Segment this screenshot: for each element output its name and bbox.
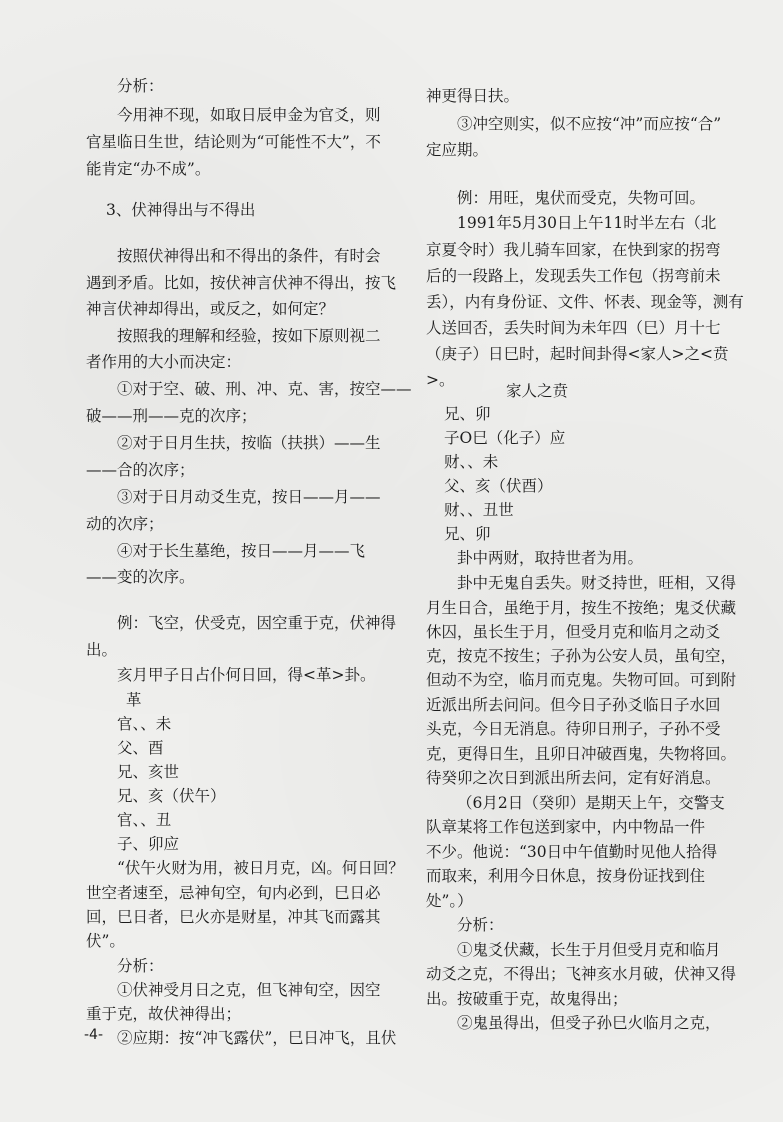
text-line: 能肯定“办不成”。 [86, 160, 211, 178]
text-line: 人送回否，丢失时间为未年四（巳）月十七 [426, 319, 721, 337]
text-line: ③对于日月动爻生克，按日——月—— [117, 488, 381, 506]
text-line: 丢），内有身份证、文件、怀表、现金等，测有 [426, 293, 744, 311]
text-line: 月生日合，虽绝于月，按生不按绝；鬼爻伏藏 [426, 599, 737, 617]
text-line: ②应期：按“冲飞露伏”，巳日冲飞，且伏 [117, 1029, 397, 1047]
text-line: ——合的次序； [86, 461, 195, 479]
text-line: 伏”。 [86, 932, 125, 950]
text-line: 后的一段路上，发现丢失工作包（拐弯前未 [426, 267, 721, 285]
page-number: -4- [84, 1027, 104, 1043]
text-line: 回，巳日者，巳火亦是财星，冲其飞而露其 [86, 908, 381, 926]
hexagram-title: 革 [126, 691, 142, 709]
text-line: 出。 [86, 641, 118, 659]
text-line: 但动不为空，临月而克鬼。失物可回。可到附 [426, 671, 737, 689]
section-heading: 3、伏神得出与不得出 [106, 201, 256, 219]
hexagram-line: 兄、卯 [444, 525, 491, 543]
text-line: 神言伏神却得出，或反之，如何定？ [86, 300, 335, 318]
hexagram-line: 子O巳（化子）应 [444, 429, 566, 447]
hexagram-line: 父、酉 [117, 739, 164, 757]
text-line: （庚子）日巳时，起时间卦得<家人>之<贲 [426, 345, 729, 363]
text-line: 分析： [117, 957, 164, 975]
hexagram-line: 兄、亥世 [117, 763, 180, 781]
text-line: ①对于空、破、刑、冲、克、害，按空—— [117, 380, 412, 398]
text-line: 重于克，故伏神得出； [86, 1005, 242, 1023]
text-line: 卦中无鬼自丢失。财爻持世，旺相，又得 [457, 574, 737, 592]
text-line: 分析： [457, 916, 504, 934]
text-line: 遇到矛盾。比如，按伏神言伏神不得出，按飞 [86, 274, 397, 292]
text-line: ①鬼爻伏藏，长生于月但受月克和临月 [457, 941, 721, 959]
hexagram-title: 家人之贲 [506, 382, 569, 400]
text-line: 亥月甲子日占仆何日回，得<革>卦。 [117, 666, 376, 684]
example-heading: 例：用旺，鬼伏而受克，失物可回。 [457, 189, 706, 207]
text-line: 休囚，虽长生于月，但受月克和临月之动爻 [426, 623, 721, 641]
text-line: 定应期。 [426, 141, 489, 159]
hexagram-line: 子、卯应 [117, 835, 180, 853]
text-line: 神更得日扶。 [426, 87, 520, 105]
text-line: 不少。他说：“30日中午值勤时见他人拾得 [426, 843, 718, 861]
text-line: 动的次序； [86, 515, 164, 533]
text-line: 世空者速至，忌神旬空，旬内必到，巳日必 [86, 884, 381, 902]
text-line: 待癸卯之次日到派出所去问，定有好消息。 [426, 769, 721, 787]
text-line: ②鬼虽得出，但受子孙巳火临月之克， [457, 1014, 721, 1032]
text-line: 处”。） [426, 892, 473, 910]
text-line: 出。按破重于克，故鬼得出； [426, 990, 628, 1008]
hexagram-line: 兄、卯 [444, 405, 491, 423]
text-line: 者作用的大小而决定： [86, 353, 242, 371]
text-line: 克，更得日生，且卯日冲破酉鬼，失物将回。 [426, 745, 737, 763]
text-line: 官星临日生世，结论则为“可能性不大”，不 [86, 133, 381, 151]
text-line: 队章某将工作包送到家中，内中物品一件 [426, 818, 706, 836]
hexagram-line: 父、亥（伏酉） [444, 477, 553, 495]
text-line: 今用神不现，如取日辰申金为官爻，则 [117, 106, 381, 124]
text-line: （6月2日（癸卯）是期天上午，交警支 [457, 794, 725, 812]
hexagram-line: 官、、未 [117, 715, 172, 733]
text-line: ——变的次序。 [86, 568, 195, 586]
text-line: ③冲空则实，似不应按“冲”而应按“合” [457, 115, 722, 133]
text-line: 克，按克不按生；子孙为公安人员，虽旬空， [426, 647, 737, 665]
text-line: 卦中两财，取持世者为用。 [457, 549, 644, 567]
text-line: ①伏神受月日之克，但飞神旬空，因空 [117, 981, 381, 999]
text-line: ②对于日月生扶，按临（扶拱）——生 [117, 434, 381, 452]
text-line: 近派出所去问问。但今日子孙爻临日子水回 [426, 696, 721, 714]
example-heading: 例：飞空，伏受克，因空重于克，伏神得 [117, 614, 397, 632]
hexagram-line: 财、、未 [444, 453, 499, 471]
text-line: 而取来，利用今日休息，按身份证找到住 [426, 867, 706, 885]
text-line: 京夏令时）我儿骑车回家，在快到家的拐弯 [426, 241, 721, 259]
text-line: “伏午火财为用，被日月克，凶。何日回？ [117, 859, 404, 877]
text-line: 按照我的理解和经验，按如下原则视二 [117, 327, 381, 345]
text-line: >。 [426, 371, 455, 389]
text-line: 动爻之克，不得出；飞神亥水月破，伏神又得 [426, 965, 737, 983]
text-line: 分析： [117, 77, 164, 95]
text-line: ④对于长生墓绝，按日——月——飞 [117, 542, 366, 560]
hexagram-line: 兄、亥（伏午） [117, 787, 226, 805]
text-line: 1991年5月30日上午11时半左右（北 [457, 214, 717, 232]
hexagram-line: 财、、丑世 [444, 501, 514, 519]
hexagram-line: 官、、丑 [117, 811, 172, 829]
text-line: 按照伏神得出和不得出的条件，有时会 [117, 247, 381, 265]
text-line: 头克，今日无消息。待卯日刑子，子孙不受 [426, 720, 721, 738]
text-line: 破——刑——克的次序； [86, 407, 257, 425]
